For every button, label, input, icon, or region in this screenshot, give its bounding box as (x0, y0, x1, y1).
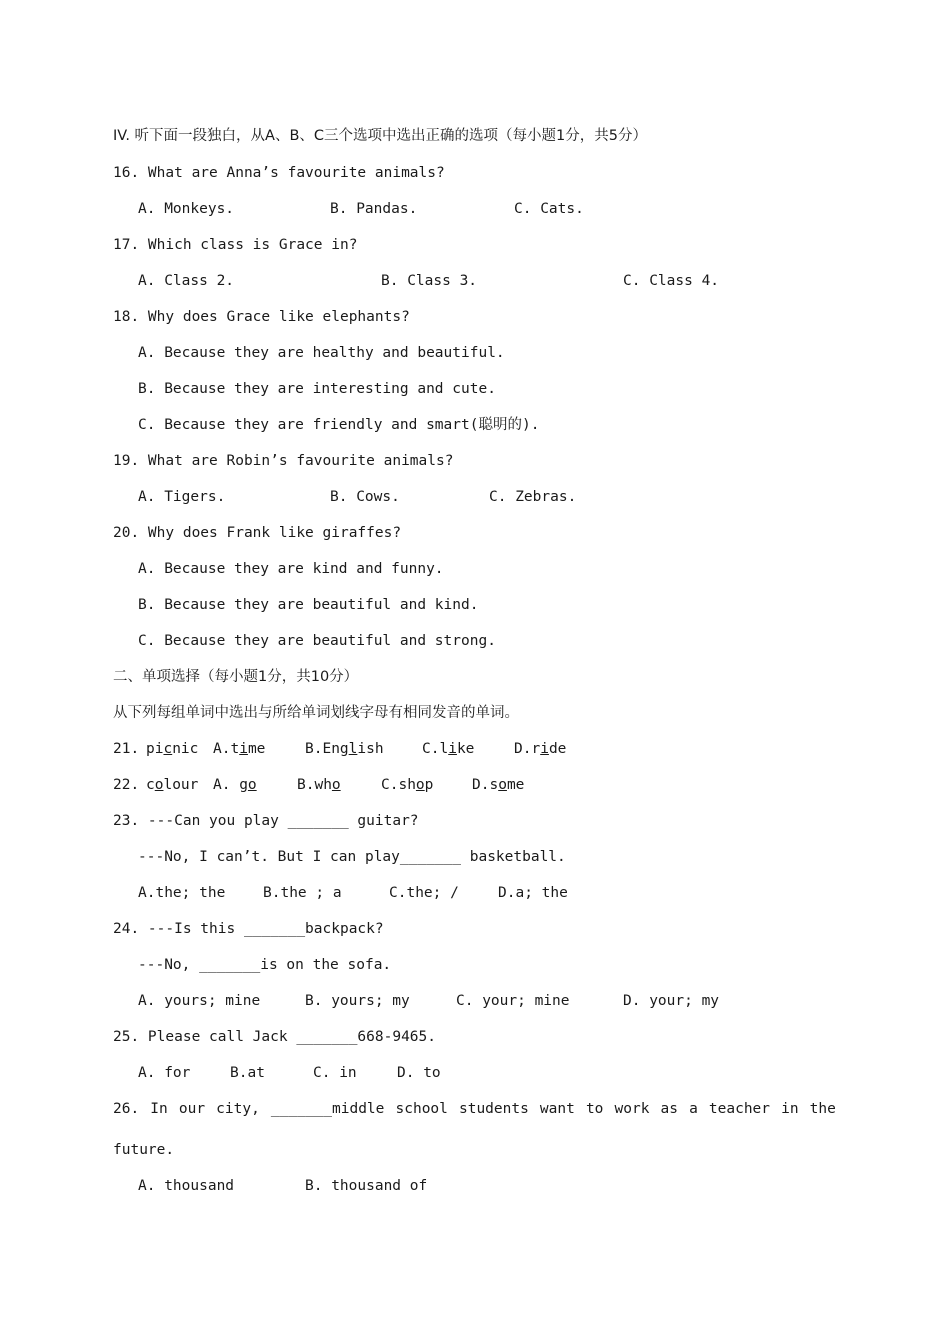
underlined-letter: o (247, 777, 257, 793)
question-19-stem: 19. What are Robin’s favourite animals? (113, 453, 454, 469)
question-16-stem: 16. What are Anna’s favourite animals? (113, 165, 445, 181)
underlined-letter: i (448, 741, 457, 757)
q26-word: teacher (708, 1101, 771, 1117)
q21-option-a: A.time (213, 741, 266, 757)
q26-word: school (395, 1101, 448, 1117)
q20-option-b: B. Because they are beautiful and kind. (138, 597, 479, 613)
q26-word: 26. (113, 1101, 140, 1117)
q21-option-c: C.like (422, 741, 475, 757)
underlined-letter: i (239, 741, 248, 757)
q20-option-c: C. Because they are beautiful and strong. (138, 633, 496, 649)
q19-option-c: C. Zebras. (489, 489, 577, 505)
section-2-instruction: 从下列每组单词中选出与所给单词划线字母有相同发音的单词。 (113, 705, 519, 721)
q22-option-d: D.some (472, 777, 525, 793)
q17-option-b: B. Class 3. (381, 273, 478, 289)
q16-option-b: B. Pandas. (330, 201, 418, 217)
q25-option-c: C. in (313, 1065, 357, 1081)
q16-option-c: C. Cats. (514, 201, 584, 217)
q21-number: 21. (113, 741, 140, 757)
underlined-letter: o (415, 777, 425, 793)
question-23-line2: ---No, I can’t. But I can play_______ basketball. (138, 849, 566, 865)
q24-option-d: D. your; my (623, 993, 720, 1009)
question-23-line1: 23. ---Can you play _______ guitar? (113, 813, 419, 829)
question-25-line1: 25. Please call Jack _______668-9465. (113, 1029, 437, 1045)
question-20-stem: 20. Why does Frank like giraffes? (113, 525, 402, 541)
q26-word: a (689, 1101, 698, 1117)
q25-option-d: D. to (397, 1065, 441, 1081)
q23-option-d: D.a; the (498, 885, 568, 901)
q26-word: work (614, 1101, 650, 1117)
q18-option-c: C. Because they are friendly and smart(聪明的). (138, 417, 540, 433)
q22-option-b: B.who (297, 777, 341, 793)
q23-option-a: A.the; the (138, 885, 226, 901)
q26-word: to (585, 1101, 604, 1117)
q21-word: picnic (146, 741, 199, 757)
q26-word: the (809, 1101, 836, 1117)
section-2-heading: 二、单项选择（每小题1分，共10分） (113, 669, 359, 685)
q22-word: colour (146, 777, 199, 793)
question-18-stem: 18. Why does Grace like elephants? (113, 309, 410, 325)
q26-word: In (150, 1101, 168, 1117)
question-24-line1: 24. ---Is this _______backpack? (113, 921, 384, 937)
q25-option-a: A. for (138, 1065, 191, 1081)
q19-option-b: B. Cows. (330, 489, 400, 505)
question-24-line2: ---No, _______is on the sofa. (138, 957, 392, 973)
q23-option-b: B.the ; a (263, 885, 342, 901)
q25-option-b: B.at (230, 1065, 265, 1081)
underlined-letter: i (540, 741, 549, 757)
q18-option-b: B. Because they are interesting and cute. (138, 381, 496, 397)
q22-option-a: A. go (213, 777, 257, 793)
q20-option-a: A. Because they are kind and funny. (138, 561, 444, 577)
q24-option-a: A. yours; mine (138, 993, 261, 1009)
q24-option-c: C. your; mine (456, 993, 570, 1009)
q26-word: as (660, 1101, 678, 1117)
q26-word: students (458, 1101, 529, 1117)
q26-word: _______middle (270, 1101, 385, 1117)
q22-number: 22. (113, 777, 140, 793)
q23-option-c: C.the; / (389, 885, 459, 901)
q26-word: city, (216, 1101, 260, 1117)
underlined-letter: o (154, 777, 164, 793)
q17-option-c: C. Class 4. (623, 273, 720, 289)
q26-word: in (781, 1101, 799, 1117)
underlined-letter: l (348, 741, 358, 757)
underlined-letter: o (331, 777, 341, 793)
q19-option-a: A. Tigers. (138, 489, 226, 505)
underlined-letter: o (498, 777, 507, 793)
underlined-letter: c (163, 741, 173, 757)
q24-option-b: B. yours; my (305, 993, 410, 1009)
q22-option-c: C.shop (381, 777, 434, 793)
q26-word: our (178, 1101, 206, 1117)
q16-option-a: A. Monkeys. (138, 201, 235, 217)
q21-option-d: D.ride (514, 741, 567, 757)
q26-word: want (539, 1101, 575, 1117)
q21-option-b: B.English (305, 741, 384, 757)
q17-option-a: A. Class 2. (138, 273, 235, 289)
question-26-line2: future. (113, 1142, 175, 1158)
q18-option-a: A. Because they are healthy and beautiful. (138, 345, 505, 361)
q26-option-a: A. thousand (138, 1178, 235, 1194)
question-26-line1 (113, 1099, 836, 1119)
q26-option-b: B. thousand of (305, 1178, 428, 1194)
question-17-stem: 17. Which class is Grace in? (113, 237, 358, 253)
section-iv-heading: IV. 听下面一段独白，从A、B、C三个选项中选出正确的选项（每小题1分，共5分） (113, 128, 647, 144)
